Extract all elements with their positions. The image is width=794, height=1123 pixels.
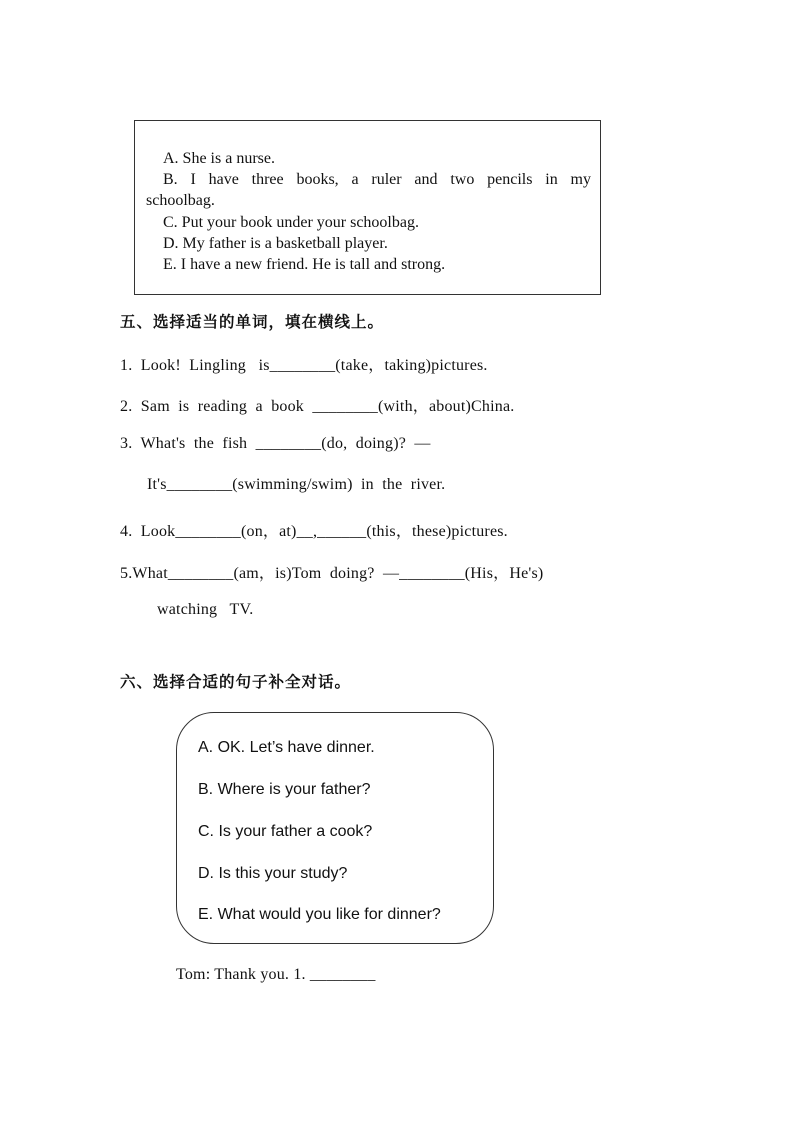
question-3: 3. What's the fish ________(do, doing)? —: [120, 435, 431, 452]
dialogue-line-tom: Tom: Thank you. 1. ________: [176, 966, 376, 983]
question-1: 1. Look! Lingling is________(take，taking)pictures.: [120, 357, 488, 374]
option-b-line1: B. I have three books, a ruler and two pencils in my: [163, 171, 591, 188]
option-d: D. My father is a basketball player.: [163, 235, 388, 252]
question-5: 5.What________(am，is)Tom doing? —________(His，He's): [120, 565, 544, 582]
dialogue-option-b: B. Where is your father?: [198, 781, 371, 798]
dialogue-option-a: A. OK. Let’s have dinner.: [198, 739, 375, 756]
option-c: C. Put your book under your schoolbag.: [163, 214, 419, 231]
section-six-title: 六、选择合适的句子补全对话。: [120, 673, 352, 691]
question-4: 4. Look________(on，at)__,______(this，these)pictures.: [120, 523, 508, 540]
option-a: A. She is a nurse.: [163, 150, 275, 167]
dialogue-option-d: D. Is this your study?: [198, 865, 348, 882]
dialogue-option-c: C. Is your father a cook?: [198, 823, 373, 840]
section-five-title: 五、选择适当的单词，填在横线上。: [120, 313, 385, 331]
option-b-line2: schoolbag.: [146, 192, 215, 209]
option-e: E. I have a new friend. He is tall and strong.: [163, 256, 446, 273]
question-5-continued: watching TV.: [157, 601, 254, 618]
question-2: 2. Sam is reading a book ________(with，about)China.: [120, 398, 515, 415]
question-3-answer-line: It's________(swimming/swim) in the river.: [147, 476, 446, 493]
dialogue-option-e: E. What would you like for dinner?: [198, 906, 441, 923]
